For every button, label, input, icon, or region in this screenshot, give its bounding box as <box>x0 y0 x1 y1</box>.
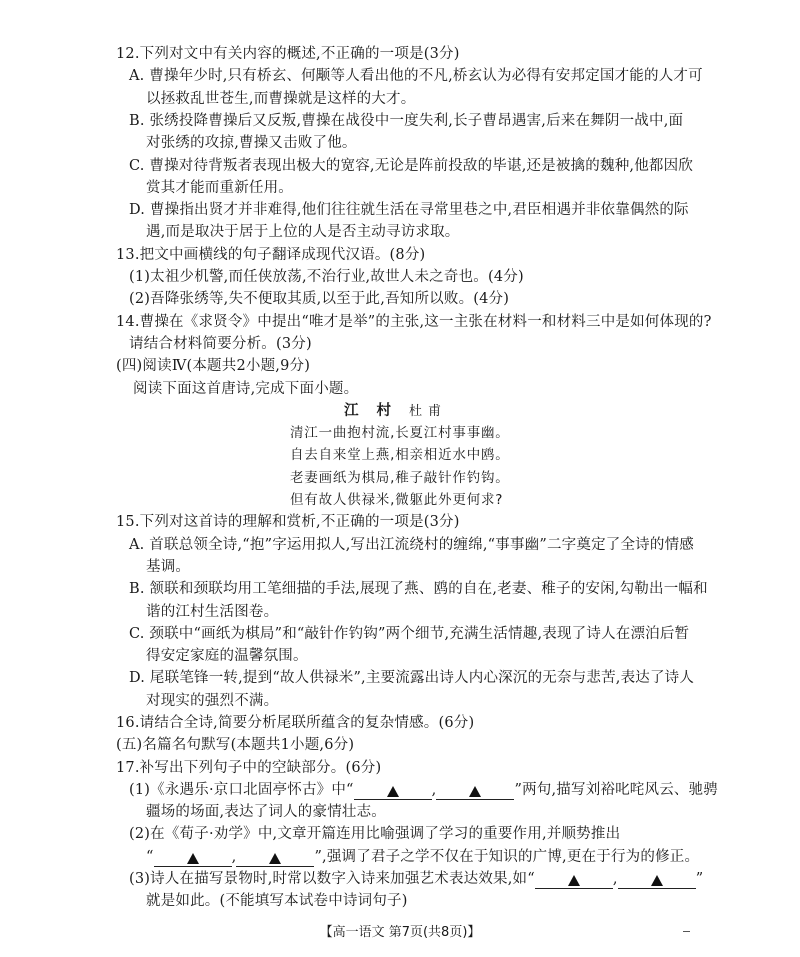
q12-option-b-line2: 对张绣的攻掠,曹操又击败了他。 <box>146 135 357 151</box>
q12-option-b-line1: B. 张绣投降曹操后又反叛,曹操在战役中一度失利,长子曹昂遇害,后来在舞阴一战中,面 <box>129 113 684 129</box>
section4-intro: 阅读下面这首唐诗,完成下面小题。 <box>133 381 359 397</box>
q15-option-c-line2: 得安定家庭的温馨氛围。 <box>146 648 308 664</box>
answer-blank[interactable] <box>354 783 432 800</box>
q17-item2-separator: , <box>231 849 237 865</box>
q17-item1-prefix: (1)《永遇乐·京口北固亭怀古》中“ <box>129 782 354 798</box>
corner-mark <box>683 931 690 932</box>
q13-sentence-1: (1)太祖少机警,而任侠放荡,不治行业,故世人未之奇也。(4分) <box>129 269 524 285</box>
q13-sentence-2: (2)吾降张绣等,失不便取其质,以至于此,吾知所以败。(4分) <box>129 291 510 307</box>
poem-line-3: 老妻画纸为棋局,稚子敲针作钓钩。 <box>290 470 510 486</box>
q15-option-d-line1: D. 尾联笔锋一转,提到“故人供禄米”,主要流露出诗人内心深沉的无奈与悲苦,表达了诗人 <box>129 670 695 686</box>
triangle-icon <box>387 786 399 797</box>
poem-author: 杜甫 <box>409 404 448 419</box>
q17-item3-separator: , <box>612 871 618 887</box>
q17-item1-suffix: ”两句,描写刘裕叱咤风云、驰骋 <box>514 782 719 798</box>
q15-option-d-line2: 对现实的强烈不满。 <box>146 693 279 709</box>
q17-item1-line1 <box>129 780 718 800</box>
triangle-icon <box>269 853 281 864</box>
q12-option-a-line1: A. 曹操年少时,只有桥玄、何颙等人看出他的不凡,桥玄认为必得有安邦定国才能的人才可 <box>129 68 703 84</box>
triangle-icon <box>651 875 663 886</box>
q16-stem: 16.请结合全诗,简要分析尾联所蕴含的复杂情感。(6分) <box>116 715 475 731</box>
q17-item3-suffix: 就是如此。(不能填写本试卷中诗词句子) <box>146 893 408 909</box>
poem-title: 江村 <box>344 402 409 419</box>
poem-line-2: 自去自来堂上燕,相亲相近水中鸥。 <box>290 447 510 463</box>
q17-item2-suffix: ”,强调了君子之学不仅在于知识的广博,更在于行为的修正。 <box>314 849 700 865</box>
q15-option-a-line1: A. 首联总领全诗,“抱”字运用拟人,写出江流绕村的缠绵,“事事幽”二字奠定了全诗的情感 <box>129 537 694 553</box>
poem-line-4: 但有故人供禄米,微躯此外更何求? <box>290 492 504 508</box>
q12-stem: 12.下列对文中有关内容的概述,不正确的一项是(3分) <box>116 46 460 62</box>
q12-option-d-line1: D. 曹操指出贤才并非难得,他们往往就生活在寻常里巷之中,君臣相遇并非依靠偶然的际 <box>129 202 689 218</box>
q14-stem-line2: 请结合材料简要分析。(3分) <box>129 336 312 352</box>
section4-heading: (四)阅读Ⅳ(本题共2小题,9分) <box>116 358 311 374</box>
answer-blank[interactable] <box>154 850 232 867</box>
triangle-icon <box>187 853 199 864</box>
q14-stem-line1: 14.曹操在《求贤令》中提出“唯才是举”的主张,这一主张在材料一和材料三中是如何体现的? <box>116 314 712 330</box>
poem-title-row <box>344 401 447 422</box>
q12-option-c-line2: 赏其才能而重新任用。 <box>146 180 293 196</box>
triangle-icon <box>469 786 481 797</box>
page-footer: 【高一语文 第7页(共8页)】 <box>319 925 481 940</box>
q13-stem: 13.把文中画横线的句子翻译成现代汉语。(8分) <box>116 247 426 263</box>
q17-item2-line2 <box>146 847 699 867</box>
q15-stem: 15.下列对这首诗的理解和赏析,不正确的一项是(3分) <box>116 514 460 530</box>
q17-item3-prefix: (3)诗人在描写景物时,时常以数字入诗来加强艺术表达效果,如“ <box>129 871 535 887</box>
q17-item2-open-quote: “ <box>146 849 154 865</box>
q17-item3-line1 <box>129 869 703 889</box>
section5-heading: (五)名篇名句默写(本题共1小题,6分) <box>116 737 355 753</box>
answer-blank[interactable] <box>436 783 514 800</box>
q15-option-a-line2: 基调。 <box>146 559 191 575</box>
q17-item3-line2 <box>146 891 408 911</box>
poem-line-1: 清江一曲抱村流,长夏江村事事幽。 <box>290 425 510 441</box>
q17-item1-line2: 疆场的场面,表达了词人的豪情壮志。 <box>146 804 387 820</box>
q17-item1-separator: , <box>431 782 437 798</box>
q12-option-d-line2: 遇,而是取决于居于上位的人是否主动寻访求取。 <box>146 224 460 240</box>
q12-option-c-line1: C. 曹操对待背叛者表现出极大的宽容,无论是阵前投敌的毕谌,还是被擒的魏种,他都因欣 <box>129 158 694 174</box>
q15-option-b-line2: 谐的江村生活图卷。 <box>146 604 279 620</box>
q12-option-a-line2: 以拯救乱世苍生,而曹操就是这样的大才。 <box>146 91 416 107</box>
answer-blank[interactable] <box>236 850 314 867</box>
answer-blank[interactable] <box>618 872 696 889</box>
answer-blank[interactable] <box>535 872 613 889</box>
q15-option-b-line1: B. 颔联和颈联均用工笔细描的手法,展现了燕、鸥的自在,老妻、稚子的安闲,勾勒出一幅和 <box>129 581 708 597</box>
q17-item3-close-quote: ” <box>695 871 704 887</box>
q15-option-c-line1: C. 颈联中“画纸为棋局”和“敲针作钓钩”两个细节,充满生活情趣,表现了诗人在漂泊后暂 <box>129 626 690 642</box>
triangle-icon <box>568 875 580 886</box>
q17-item2-line1: (2)在《荀子·劝学》中,文章开篇连用比喻强调了学习的重要作用,并顺势推出 <box>129 826 621 842</box>
q17-stem: 17.补写出下列句子中的空缺部分。(6分) <box>116 760 382 776</box>
